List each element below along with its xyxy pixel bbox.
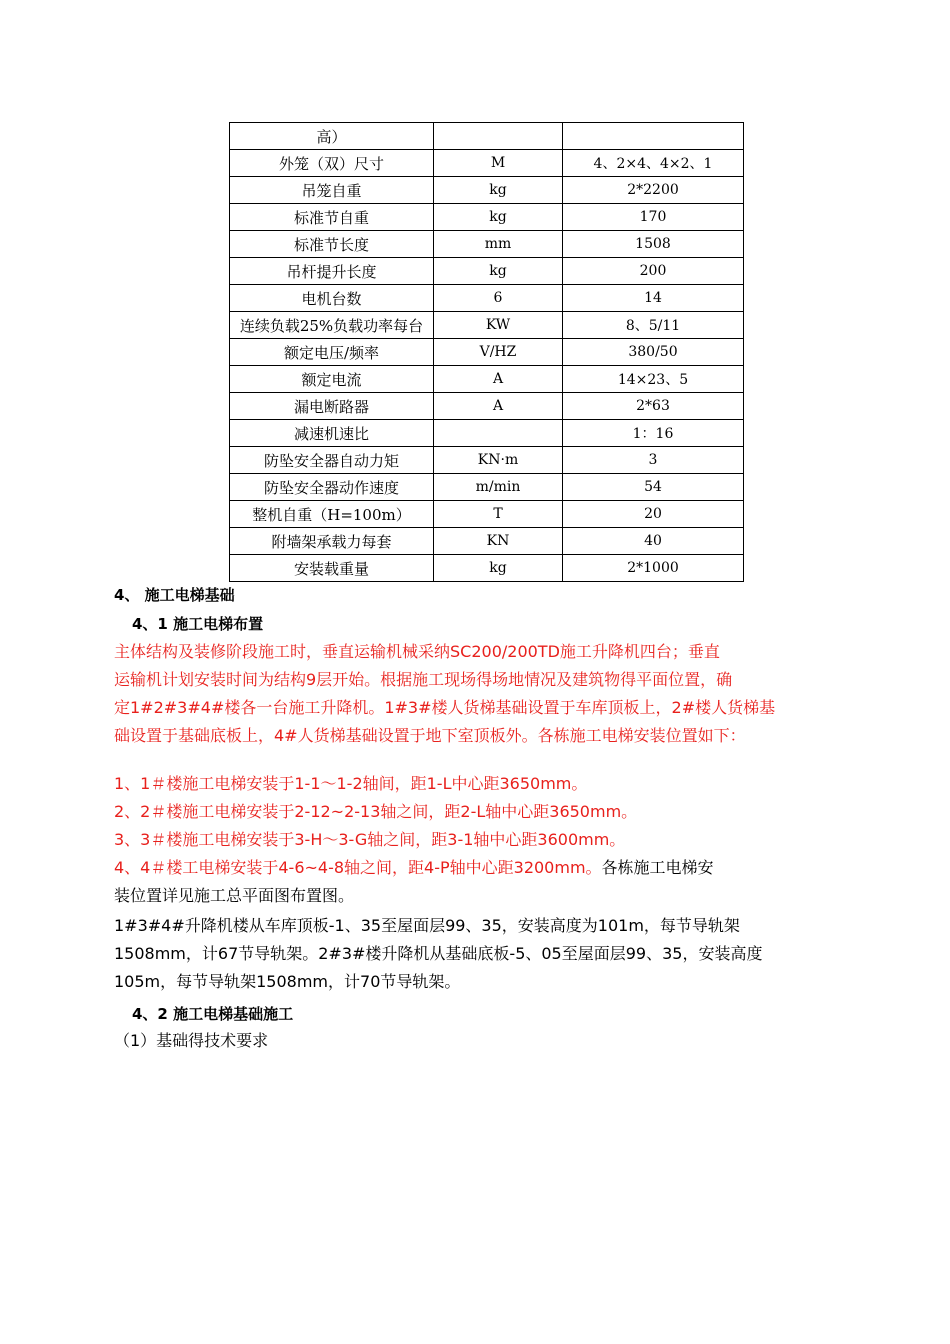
spec-row [230,285,744,312]
intro-line: 础设置于基础底板上，4#人货梯基础设置于地下室顶板外。各栋施工电梯安装位置如下： [114,726,746,745]
spec-table [229,122,744,582]
spec-row [230,555,744,582]
rail-line: 1508mm，计67节导轨架。2#3#楼升降机从基础底板-5、05至屋面层99、35，安装高度 [114,944,763,963]
value-cell: 2*2200 [563,177,744,204]
spec-row [230,366,744,393]
unit-cell: V/HZ [434,339,563,366]
spec-row [230,501,744,528]
rail-line: 1#3#4#升降机楼从车库顶板-1、35至屋面层99、35，安装高度为101m，每节导轨架 [114,916,740,935]
value-cell: 2*1000 [563,555,744,582]
value-cell: 40 [563,528,744,555]
value-cell: 380/50 [563,339,744,366]
value-cell: 54 [563,474,744,501]
location-item-4-continued: 装位置详见施工总平面图布置图。 [114,886,355,905]
param-name-cell: 减速机速比 [230,420,434,447]
value-cell: 8、5/11 [563,312,744,339]
section-4-1-heading: 4、1 施工电梯布置 [132,615,264,633]
unit-cell: kg [434,258,563,285]
spec-row [230,312,744,339]
value-cell: 20 [563,501,744,528]
section-4-heading: 4、 施工电梯基础 [114,586,235,604]
subsection-1-heading: （1）基础得技术要求 [114,1031,269,1050]
value-cell: 14 [563,285,744,312]
param-name-cell: 防坠安全器自动力矩 [230,447,434,474]
spec-row [230,474,744,501]
unit-cell [434,420,563,447]
spec-row [230,393,744,420]
unit-cell: KW [434,312,563,339]
unit-cell [434,123,563,150]
param-name-cell: 连续负载25%负载功率每台 [230,312,434,339]
unit-cell: mm [434,231,563,258]
spec-row [230,231,744,258]
param-name-cell: 标准节长度 [230,231,434,258]
spec-row [230,123,744,150]
value-cell: 4、2×4、4×2、1 [563,150,744,177]
value-cell: 2*63 [563,393,744,420]
param-name-cell: 外笼（双）尺寸 [230,150,434,177]
param-name-cell: 电机台数 [230,285,434,312]
rail-line: 105m，每节导轨架1508mm，计70节导轨架。 [114,972,461,991]
unit-cell: kg [434,177,563,204]
param-name-cell: 额定电压/频率 [230,339,434,366]
spec-table-body [230,123,744,582]
unit-cell: KN [434,528,563,555]
spec-row [230,204,744,231]
unit-cell: kg [434,204,563,231]
param-name-cell: 整机自重（H=100m） [230,501,434,528]
unit-cell: 6 [434,285,563,312]
rail-paragraph [114,912,864,996]
unit-cell: A [434,366,563,393]
value-cell: 1：16 [563,420,744,447]
value-cell: 1508 [563,231,744,258]
unit-cell: m/min [434,474,563,501]
spec-row [230,528,744,555]
intro-line: 主体结构及装修阶段施工时，垂直运输机械采纳SC200/200TD施工升降机四台；垂直 [114,642,720,661]
spec-row [230,177,744,204]
location-item-2: 2、2＃楼施工电梯安装于2-12~2-13轴之间，距2-L轴中心距3650mm。 [114,802,638,821]
param-name-cell: 漏电断路器 [230,393,434,420]
location-list [114,770,864,910]
location-item-4-text: 4、4＃楼工电梯安装于4-6~4-8轴之间，距4-P轴中心距3200mm。 [114,858,602,877]
location-item-4-note: 各栋施工电梯安 [601,858,714,877]
unit-cell: KN·m [434,447,563,474]
spec-row [230,258,744,285]
spec-row [230,150,744,177]
intro-paragraph [114,638,864,750]
unit-cell: T [434,501,563,528]
spec-row [230,339,744,366]
unit-cell: M [434,150,563,177]
location-item-1: 1、1＃楼施工电梯安装于1-1～1-2轴间，距1-L中心距3650mm。 [114,774,588,793]
param-name-cell: 附墙架承载力每套 [230,528,434,555]
spec-row [230,447,744,474]
value-cell: 170 [563,204,744,231]
param-name-cell: 吊笼自重 [230,177,434,204]
value-cell: 3 [563,447,744,474]
value-cell: 14×23、5 [563,366,744,393]
location-item-3: 3、3＃楼施工电梯安装于3-H～3-G轴之间，距3-1轴中心距3600mm。 [114,830,626,849]
unit-cell: kg [434,555,563,582]
location-item-4 [114,854,864,882]
value-cell [563,123,744,150]
param-name-cell: 防坠安全器动作速度 [230,474,434,501]
param-name-cell: 吊杆提升长度 [230,258,434,285]
param-name-cell: 高） [230,123,434,150]
param-name-cell: 标准节自重 [230,204,434,231]
param-name-cell: 额定电流 [230,366,434,393]
param-name-cell: 安装载重量 [230,555,434,582]
intro-line: 运输机计划安装时间为结构9层开始。根据施工现场得场地情况及建筑物得平面位置，确 [114,670,733,689]
intro-line: 定1#2#3#4#楼各一台施工升降机。1#3#楼人货梯基础设置于车库顶板上，2#楼人货梯基 [114,698,776,717]
value-cell: 200 [563,258,744,285]
unit-cell: A [434,393,563,420]
section-4-2-heading: 4、2 施工电梯基础施工 [132,1005,294,1023]
spec-row [230,420,744,447]
